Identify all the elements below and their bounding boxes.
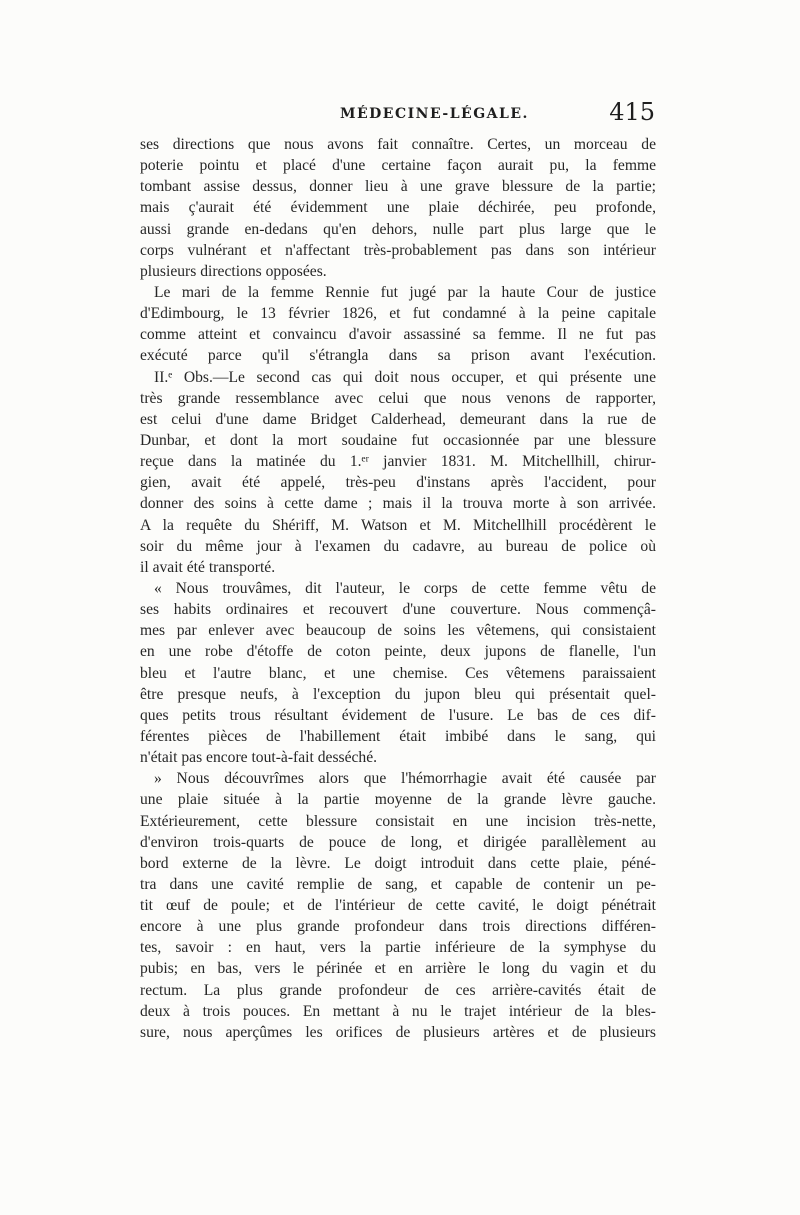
text-line: deux à trois pouces. En mettant à nu le trajet intérieur de la bles- [140,1002,656,1020]
text-line: soir du même jour à l'examen du cadavre, au bureau de police où [140,537,656,555]
text-line: mes par enlever avec beaucoup de soins les vêtemens, qui consistaient [140,622,656,640]
text-line: A la requête du Shériff, M. Watson et M. Mitchellhill procédèrent le [140,516,656,534]
text-line: en une robe d'étoffe de coton peinte, deux jupons de flanelle, l'un [140,643,656,661]
text-line: sure, nous aperçûmes les orifices de plusieurs artères et de plusieurs [140,1023,656,1041]
text-line: férentes pièces de l'habillement était imbibé dans le sang, qui [140,727,656,745]
text-line: poterie pointu et placé d'une certaine façon aurait pu, la femme [140,157,656,175]
text-line: il avait été transporté. [140,558,276,576]
text-line: n'était pas encore tout-à-fait desséché. [140,749,378,767]
text-line: Dunbar, et dont la mort soudaine fut occasionnée par une blessure [140,431,656,449]
text-line: plusieurs directions opposées. [140,262,327,280]
text-line: Extérieurement, cette blessure consistait en une incision très-nette, [140,812,656,830]
text-line: être presque neufs, à l'exception du jupon bleu qui présentait quel- [140,685,656,703]
text-line: ses habits ordinaires et recouvert d'une couverture. Nous commençâ- [140,601,656,619]
text-line: corps vulnérant et n'affectant très-probablement pas dans son intérieur [140,241,656,259]
text-line: gien, avait été appelé, très-peu d'instans après l'accident, pour [140,474,656,492]
text-line: ques petits trous résultant évidement de l'usure. Le bas de ces dif- [140,706,656,724]
text-line: tes, savoir : en haut, vers la partie inférieure de la symphyse du [140,939,656,957]
text-line: exécuté parce qu'il s'étrangla dans sa prison avant l'exécution. [140,347,656,365]
text-line: est celui d'une dame Bridget Calderhead, demeurant dans la rue de [140,410,656,428]
text-line: II.ᵉ Obs.—Le second cas qui doit nous occuper, et qui présente une [154,368,656,386]
text-line: « Nous trouvâmes, dit l'auteur, le corps de cette femme vêtu de [154,579,656,597]
text-line: d'environ trois-quarts de pouce de long, et dirigée parallèlement au [140,833,656,851]
page-header [140,98,655,132]
text-line: tra dans une cavité remplie de sang, et capable de contenir un pe- [140,875,656,893]
text-line: tit œuf de poule; et de l'intérieur de cette cavité, le doigt pénétrait [140,897,656,915]
text-line: bord externe de la lèvre. Le doigt introduit dans cette plaie, péné- [140,854,656,872]
text-line: une plaie située à la partie moyenne de la grande lèvre gauche. [140,791,656,809]
text-line: encore à une plus grande profondeur dans trois directions différen- [140,918,656,936]
text-line: bleu et l'autre blanc, et une chemise. Ces vêtemens paraissaient [140,664,656,682]
text-line: aussi grande en-dedans qu'en dehors, nulle part plus large que le [140,220,656,238]
text-line: reçue dans la matinée du 1.ᵉʳ janvier 1831. M. Mitchellhill, chirur- [140,453,656,471]
text-line: d'Edimbourg, le 13 février 1826, et fut condamné à la peine capitale [140,305,656,323]
text-line: rectum. La plus grande profondeur de ces arrière-cavités était de [140,981,656,999]
text-line: Le mari de la femme Rennie fut jugé par la haute Cour de justice [154,283,656,301]
text-line: très grande ressemblance avec celui que nous venons de rapporter, [140,389,656,407]
text-line: mais ç'aurait été évidemment une plaie déchirée, peu profonde, [140,199,656,217]
text-line: » Nous découvrîmes alors que l'hémorrhagie avait été causée par [154,770,656,788]
text-line: pubis; en bas, vers le périnée et en arrière le long du vagin et du [140,960,656,978]
text-line: ses directions que nous avons fait connaître. Certes, un morceau de [140,136,656,153]
text-line: donner des soins à cette dame ; mais il la trouva morte à son arrivée. [140,495,656,513]
page-number: 415 [609,98,655,126]
text-line: comme atteint et convaincu d'avoir assassiné sa femme. Il ne fut pas [140,326,656,344]
text-line: tombant assise dessus, donner lieu à une grave blessure de la partie; [140,178,656,196]
running-head: MÉDECINE-LÉGALE. [340,106,529,122]
body-text [140,134,656,1043]
